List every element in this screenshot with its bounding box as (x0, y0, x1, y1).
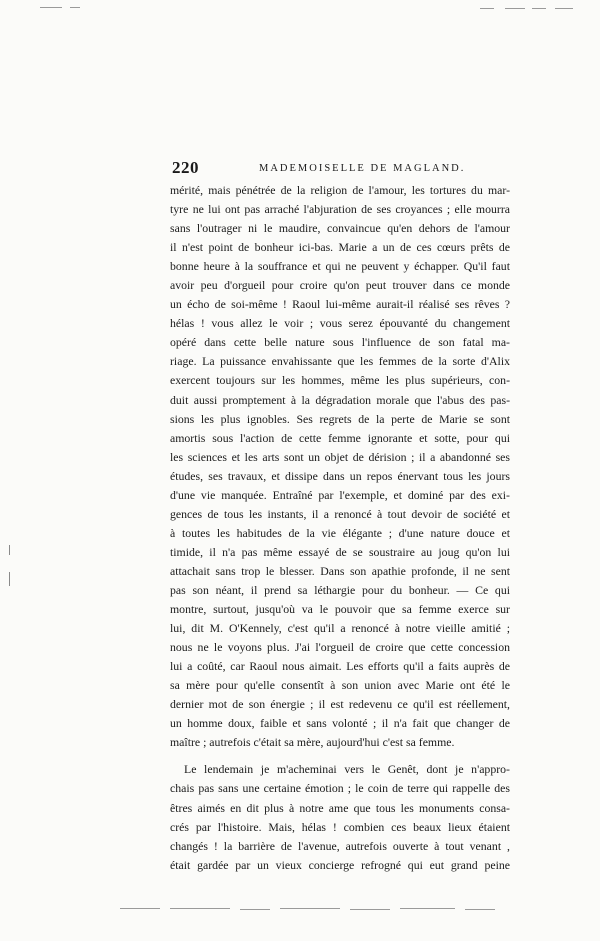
paragraph-gap (170, 752, 510, 760)
text-line: hélas ! vous allez le voir ; vous serez épouvanté du changement (170, 316, 510, 331)
scan-marks-bottom (0, 907, 600, 913)
running-title: MADEMOISELLE DE MAGLAND. (259, 163, 466, 174)
margin-mark (9, 572, 10, 586)
page-number: 220 (172, 158, 199, 177)
text-line: nous ne le voyons plus. J'ai l'orgueil de croire que cette concession (170, 640, 510, 655)
text-line: dernier mot de son énergie ; il est redevenu ce qu'il est réellement, (170, 697, 510, 712)
text-line: sions les plus ignobles. Ses regrets de la perte de Marie se sont (170, 411, 510, 426)
text-line: d'une vie manquée. Entraîné par l'exemple, et dominé par des exi- (170, 487, 510, 502)
text-line: avoir peu d'orgueil pour croire qu'on peut trouver dans ce monde (170, 278, 510, 293)
text-line: timide, il n'a pas même essayé de se soustraire au joug qu'on lui (170, 544, 510, 559)
text-line: lui, dit M. O'Kennely, c'est qu'il a renoncé à notre vieille amitié ; (170, 621, 510, 636)
text-line: lui a coûté, car Raoul nous aimait. Les efforts qu'il a faits auprès de (170, 659, 510, 674)
text-line: Le lendemain je m'acheminai vers le Genêt, dont je n'appro- (184, 762, 510, 777)
text-line: à toutes les habitudes de la vie élégante ; d'une nature douce et (170, 525, 510, 540)
text-line: sa mère pour qu'elle consentît à son union avec Marie ont été le (170, 678, 510, 693)
text-line: il n'est point de bonheur ici-bas. Marie a un de ces cœurs prêts de (170, 240, 510, 255)
text-line: sans l'outrager ni le maudire, convaincue qu'en dehors de l'amour (170, 221, 510, 236)
text-line: un écho de soi-même ! Raoul lui-même aurait-il réalisé ses rêves ? (170, 297, 510, 312)
scan-marks-top (0, 6, 600, 10)
text-line: maître ; autrefois c'était sa mère, aujourd'hui c'est sa femme. (170, 735, 455, 750)
text-line: études, ses travaux, et dissipe dans un repos énervant tous les jours (170, 468, 510, 483)
text-line: tyre ne lui ont pas arraché l'abjuration de ses croyances ; elle mourra (170, 202, 510, 217)
text-line: chais pas sans une certaine émotion ; le coin de terre qui rappelle des (170, 781, 510, 796)
text-line: riage. La puissance envahissante que les femmes de la sorte d'Alix (170, 354, 510, 369)
paragraph-2 (170, 760, 510, 874)
margin-mark (9, 545, 10, 555)
text-line: pas son néant, il prend sa léthargie pour du bonheur. — Ce qui (170, 582, 510, 597)
text-line: bonne heure à la souffrance et qui ne peuvent y échapper. Qu'il faut (170, 259, 510, 274)
text-line: était gardée par un vieux concierge refrogné qui eut grand peine (170, 857, 510, 872)
text-line: attachait sans trop le blesser. Dans son apathie profonde, il ne sent (170, 563, 510, 578)
text-line: êtres aimés en dit plus à notre ame que tous les monuments consa- (170, 800, 510, 815)
text-line: montre, surtout, jusqu'où va le pouvoir que sa femme exerce sur (170, 602, 510, 617)
text-body (170, 181, 510, 875)
text-line: crés par l'histoire. Mais, hélas ! combien ces beaux lieux étaient (170, 819, 510, 834)
text-line: un homme doux, faible et sans volonté ; il n'a fait que changer de (170, 716, 510, 731)
text-line: amortis sous l'action de cette femme ignorante et sotte, pour qui (170, 430, 510, 445)
text-line: gences de tous les instants, il a renoncé à tout devoir de société et (170, 506, 510, 521)
paragraph-1 (170, 181, 510, 752)
text-line: exercent toujours sur les hommes, même les plus supérieurs, con- (170, 373, 510, 388)
text-line: changés ! la barrière de l'avenue, autrefois ouverte à tout venant , (170, 838, 510, 853)
text-line: mérité, mais pénétrée de la religion de l'amour, les tortures du mar- (170, 183, 510, 197)
text-line: opéré dans cette belle nature sous l'influence de son fatal ma- (170, 335, 510, 350)
text-line: duit aussi promptement à la dégradation morale que l'abus des pas- (170, 392, 510, 407)
text-line: les sciences et les arts sont un objet de dérision ; il a abandonné ses (170, 449, 510, 464)
